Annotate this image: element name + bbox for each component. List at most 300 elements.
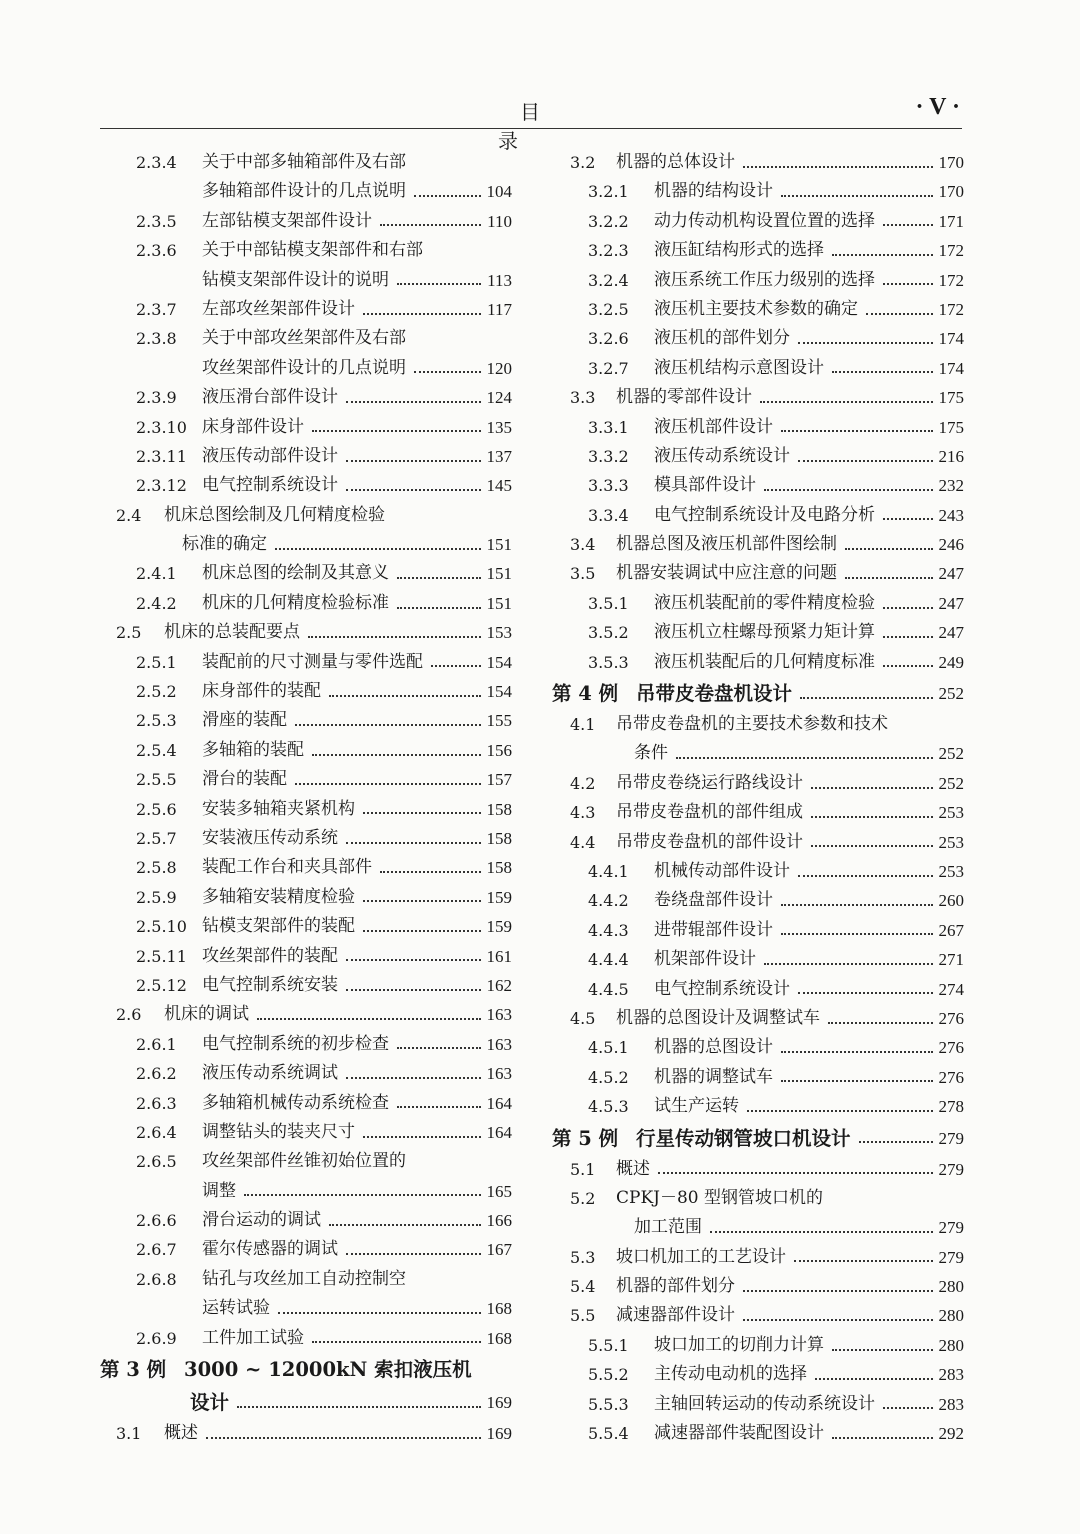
- toc-entry: [100, 589, 512, 618]
- dot-leader: [278, 1312, 481, 1314]
- toc-entry-number: 3.2.3: [588, 241, 629, 261]
- toc-entry-number: 5.5.1: [588, 1335, 629, 1355]
- toc-entry-number: 4.5: [570, 1008, 596, 1028]
- toc-entry-page: 168: [486, 1328, 512, 1348]
- toc-entry-title: 多轴箱安装精度检验: [202, 886, 355, 907]
- toc-entry: [552, 710, 964, 739]
- toc-entry-title: 设计: [190, 1391, 230, 1415]
- toc-entry-page: 124: [486, 388, 512, 408]
- toc-entry: [100, 501, 512, 530]
- toc-entry-number: 2.5: [116, 623, 142, 643]
- dot-leader: [781, 1051, 933, 1053]
- toc-entry-number: 第 4 例: [552, 682, 619, 706]
- toc-entry: [552, 177, 964, 206]
- toc-entry: [552, 857, 964, 886]
- dot-leader: [295, 724, 481, 726]
- dot-leader: [295, 783, 481, 785]
- toc-entry-number: 3.2.4: [588, 270, 629, 290]
- dot-leader: [798, 342, 933, 344]
- toc-entry-title: 3000 ~ 12000kN 索扣液压机: [184, 1358, 472, 1382]
- toc-entry-title: 主轴回转运动的传动系统设计: [654, 1393, 875, 1414]
- toc-entry-page: 175: [938, 417, 964, 437]
- toc-entry: [552, 1004, 964, 1033]
- toc-entry: [100, 442, 512, 471]
- toc-entry-title: 多轴箱的装配: [202, 739, 304, 760]
- toc-entry-title: 机器的调整试车: [654, 1066, 773, 1087]
- toc-entry-number: 2.3.9: [136, 388, 177, 408]
- toc-entry: [100, 1177, 512, 1206]
- header-divider: [100, 128, 962, 129]
- toc-entry: [100, 1353, 512, 1386]
- toc-entry: [552, 677, 964, 710]
- dot-leader: [363, 1136, 481, 1138]
- toc-entry-number: 2.5.4: [136, 740, 177, 760]
- toc-entry: [552, 916, 964, 945]
- dot-leader: [658, 1172, 933, 1174]
- toc-entry-number: 3.5.2: [588, 623, 629, 643]
- toc-entry-page: 166: [486, 1211, 512, 1231]
- toc-entry-page: 247: [938, 564, 964, 584]
- toc-entry: [100, 1118, 512, 1147]
- toc-entry: [552, 295, 964, 324]
- dot-leader: [883, 1407, 933, 1409]
- toc-entry: [100, 1265, 512, 1294]
- dot-leader: [794, 1260, 933, 1262]
- toc-entry-title: 机床的总装配要点: [164, 622, 300, 643]
- toc-entry-page: 292: [938, 1424, 964, 1444]
- toc-entry-title: 机器的总体设计: [616, 152, 735, 172]
- dot-leader: [346, 959, 481, 961]
- toc-entry-title: 关于中部多轴箱部件及右部: [202, 152, 406, 172]
- toc-entry-title: 液压机装配前的零件精度检验: [654, 592, 875, 613]
- toc-entry: [100, 765, 512, 794]
- toc-entry-page: 247: [938, 593, 964, 613]
- toc-entry-number: 2.6.2: [136, 1064, 177, 1084]
- toc-entry-page: 159: [486, 917, 512, 937]
- toc-entry-title: 液压缸结构形式的选择: [654, 240, 824, 261]
- dot-leader: [811, 816, 933, 818]
- toc-entry: [100, 1030, 512, 1059]
- toc-entry-page: 151: [486, 593, 512, 613]
- toc-entry-title: 减速器部件设计: [616, 1305, 735, 1326]
- toc-right-column: [552, 148, 964, 1448]
- toc-entry-title: 液压机装配后的几何精度标准: [654, 651, 875, 672]
- toc-entry-page: 279: [938, 1159, 964, 1179]
- toc-entry-page: 171: [938, 211, 964, 231]
- dot-leader: [414, 371, 481, 373]
- toc-entry-number: 2.3.5: [136, 211, 177, 231]
- toc-entry-number: 2.6.8: [136, 1269, 177, 1289]
- toc-entry-page: 169: [486, 1424, 512, 1444]
- toc-entry-number: 第 5 例: [552, 1126, 619, 1150]
- dot-leader: [710, 1231, 933, 1233]
- toc-left-column: [100, 148, 512, 1448]
- dot-leader: [798, 992, 933, 994]
- toc-entry-title: 卷绕盘部件设计: [654, 890, 773, 911]
- toc-entry-page: 154: [486, 682, 512, 702]
- dot-leader: [237, 1406, 480, 1408]
- toc-entry-number: 3.5.1: [588, 593, 629, 613]
- toc-entry-title: 机床总图的绘制及其意义: [202, 563, 389, 584]
- toc-entry-number: 4.5.3: [588, 1097, 629, 1117]
- toc-entry: [552, 1301, 964, 1330]
- page-number: · V ·: [915, 94, 960, 120]
- dot-leader: [798, 460, 933, 462]
- toc-entry: [552, 1243, 964, 1272]
- dot-leader: [800, 697, 932, 699]
- dot-leader: [363, 812, 481, 814]
- toc-entry-number: 2.5.11: [136, 946, 187, 966]
- dot-leader: [832, 254, 933, 256]
- toc-entry: [100, 1089, 512, 1118]
- dot-leader: [859, 1141, 933, 1143]
- toc-entry-title: 工件加工试验: [202, 1327, 304, 1348]
- toc-entry: [100, 1386, 512, 1419]
- toc-entry-number: 2.5.8: [136, 858, 177, 878]
- toc-entry-title: 液压传动系统调试: [202, 1063, 338, 1084]
- toc-entry: [552, 769, 964, 798]
- toc-entry-title: 钻模支架部件的装配: [202, 916, 355, 937]
- toc-entry-page: 247: [938, 623, 964, 643]
- dot-leader: [363, 900, 481, 902]
- dot-leader: [397, 607, 481, 609]
- toc-entry-title: 吊带皮卷盘机设计: [636, 682, 793, 706]
- dot-leader: [883, 665, 933, 667]
- dot-leader: [764, 963, 933, 965]
- dot-leader: [397, 1047, 481, 1049]
- toc-entry: [100, 559, 512, 588]
- toc-entry: [552, 828, 964, 857]
- toc-entry-title: 机床的调试: [164, 1004, 249, 1025]
- toc-entry-number: 2.6.6: [136, 1211, 177, 1231]
- toc-entry: [100, 942, 512, 971]
- toc-entry-number: 2.4.1: [136, 564, 177, 584]
- toc-entry: [100, 266, 512, 295]
- toc-entry-title: 关于中部攻丝架部件及右部: [202, 328, 406, 349]
- toc-entry: [100, 177, 512, 206]
- toc-entry: [552, 1213, 964, 1242]
- dot-leader: [346, 1253, 481, 1255]
- toc-entry-title: 行星传动钢管坡口机设计: [636, 1126, 851, 1150]
- toc-entry-number: 第 3 例: [100, 1358, 167, 1382]
- toc-entry-title: 吊带皮卷盘机的主要技术参数和技术: [616, 714, 888, 735]
- toc-entry-page: 145: [486, 476, 512, 496]
- toc-entry-number: 4.3: [570, 803, 596, 823]
- toc-entry-page: 279: [938, 1247, 964, 1267]
- toc-entry: [552, 530, 964, 559]
- toc-entry-title: 霍尔传感器的调试: [202, 1239, 338, 1260]
- toc-entry-page: 276: [938, 1067, 964, 1087]
- toc-entry-number: 4.5.1: [588, 1038, 629, 1058]
- toc-entry-page: 155: [486, 711, 512, 731]
- dot-leader: [346, 460, 481, 462]
- toc-entry: [552, 1184, 964, 1213]
- toc-entry: [100, 354, 512, 383]
- toc-entry: [552, 324, 964, 353]
- toc-entry-title: 液压传动部件设计: [202, 445, 338, 466]
- dot-leader: [244, 1194, 481, 1196]
- toc-entry-number: 5.5.4: [588, 1424, 629, 1444]
- toc-entry-number: 3.5: [570, 564, 596, 584]
- toc-entry-page: 274: [938, 979, 964, 999]
- dot-leader: [828, 1022, 933, 1024]
- toc-entry-title: CPKJ－80 型钢管坡口机的: [616, 1187, 823, 1208]
- toc-entry-number: 2.5.3: [136, 711, 177, 731]
- dot-leader: [832, 371, 933, 373]
- toc-entry-number: 2.6.7: [136, 1240, 177, 1260]
- toc-entry-page: 271: [938, 950, 964, 970]
- toc-entry-title: 液压滑台部件设计: [202, 387, 338, 408]
- toc-entry-title: 动力传动机构设置位置的选择: [654, 210, 875, 231]
- toc-entry-title: 攻丝架部件的装配: [202, 945, 338, 966]
- toc-entry-title: 吊带皮卷绕运行路线设计: [616, 772, 803, 793]
- toc-entry-title: 机床的几何精度检验标准: [202, 592, 389, 613]
- toc-entry: [100, 883, 512, 912]
- page-header-title: 目 录: [498, 100, 584, 153]
- dot-leader: [206, 1437, 481, 1439]
- toc-entry-number: 5.1: [570, 1159, 596, 1179]
- dot-leader: [312, 430, 481, 432]
- toc-entry-number: 2.3.11: [136, 446, 187, 466]
- toc-entry: [100, 706, 512, 735]
- toc-entry-page: 172: [938, 270, 964, 290]
- dot-leader: [346, 1077, 481, 1079]
- toc-entry-title: 液压系统工作压力级别的选择: [654, 269, 875, 290]
- dot-leader: [883, 518, 933, 520]
- toc-entry-page: 135: [486, 417, 512, 437]
- dot-leader: [747, 1110, 933, 1112]
- toc-entry-title: 电气控制系统设计及电路分析: [654, 504, 875, 525]
- toc-entry-number: 2.5.12: [136, 975, 187, 995]
- toc-entry-title: 钻孔与攻丝加工自动控制空: [202, 1268, 406, 1289]
- dot-leader: [798, 875, 933, 877]
- toc-entry-page: 156: [486, 740, 512, 760]
- toc-entry-number: 3.3.2: [588, 446, 629, 466]
- toc-entry-number: 4.4.3: [588, 920, 629, 940]
- dot-leader: [397, 1106, 481, 1108]
- toc-entry-number: 4.4: [570, 832, 596, 852]
- toc-entry-title: 关于中部钻模支架部件和右部: [202, 240, 423, 261]
- toc-entry-page: 253: [938, 803, 964, 823]
- dot-leader: [781, 1080, 933, 1082]
- toc-entry: [552, 383, 964, 412]
- toc-entry-number: 2.3.4: [136, 153, 177, 172]
- toc-entry-page: 167: [486, 1240, 512, 1260]
- toc-entry-number: 5.4: [570, 1277, 596, 1297]
- toc-entry: [552, 1033, 964, 1062]
- toc-entry-page: 157: [486, 770, 512, 790]
- toc-entry-number: 2.5.2: [136, 682, 177, 702]
- toc-entry-page: 252: [938, 773, 964, 793]
- toc-entry-page: 168: [486, 1299, 512, 1319]
- toc-entry-page: 170: [938, 182, 964, 202]
- dot-leader: [397, 283, 481, 285]
- toc-entry-page: 278: [938, 1097, 964, 1117]
- toc-entry-number: 2.3.10: [136, 417, 187, 437]
- toc-entry-number: 2.3.6: [136, 241, 177, 261]
- toc-entry: [552, 1063, 964, 1092]
- dot-leader: [832, 1349, 933, 1351]
- dot-leader: [883, 224, 933, 226]
- toc-entry: [100, 383, 512, 412]
- toc-entry: [552, 1419, 964, 1448]
- toc-entry-page: 232: [938, 476, 964, 496]
- toc-entry-number: 2.6.3: [136, 1093, 177, 1113]
- dot-leader: [312, 754, 481, 756]
- toc-entry-number: 2.4.2: [136, 593, 177, 613]
- toc-entry-title: 液压机结构示意图设计: [654, 357, 824, 378]
- toc-entry: [552, 207, 964, 236]
- toc-entry-number: 2.5.5: [136, 770, 177, 790]
- toc-entry-page: 246: [938, 535, 964, 555]
- toc-entry-title: 坡口机加工的工艺设计: [616, 1246, 786, 1267]
- toc-entry-page: 163: [486, 1005, 512, 1025]
- dot-leader: [781, 933, 933, 935]
- dot-leader: [431, 665, 481, 667]
- toc-entry-page: 249: [938, 652, 964, 672]
- toc-entry-number: 2.6.9: [136, 1328, 177, 1348]
- toc-entry-page: 165: [486, 1181, 512, 1201]
- toc-entry-title: 标准的确定: [182, 534, 267, 555]
- toc-entry-number: 3.4: [570, 535, 596, 555]
- toc-entry: [552, 1331, 964, 1360]
- toc-entry-page: 253: [938, 832, 964, 852]
- toc-entry-number: 3.3: [570, 388, 596, 408]
- toc-entry-number: 5.2: [570, 1188, 596, 1208]
- toc-entry-number: 2.6.1: [136, 1034, 177, 1054]
- toc-entry-number: 3.2.7: [588, 358, 629, 378]
- toc-entry-number: 4.4.2: [588, 891, 629, 911]
- toc-entry-title: 加工范围: [634, 1217, 702, 1238]
- toc-entry-title: 坡口加工的切削力计算: [654, 1334, 824, 1355]
- toc-entry: [552, 648, 964, 677]
- dot-leader: [815, 1378, 933, 1380]
- dot-leader: [866, 313, 933, 315]
- dot-leader: [781, 195, 933, 197]
- toc-entry-title: 左部钻模支架部件设计: [202, 210, 372, 231]
- dot-leader: [329, 695, 481, 697]
- toc-entry-page: 159: [486, 887, 512, 907]
- toc-entry-title: 液压机立柱螺母预紧力矩计算: [654, 622, 875, 643]
- toc-entry-title: 电气控制系统设计: [202, 475, 338, 496]
- toc-entry-title: 机器的部件划分: [616, 1276, 735, 1297]
- toc-entry: [552, 148, 964, 177]
- toc-entry-number: 2.3.7: [136, 299, 177, 319]
- toc-entry: [100, 1059, 512, 1088]
- toc-entry: [552, 975, 964, 1004]
- toc-entry-number: 2.3.12: [136, 476, 187, 496]
- dot-leader: [743, 166, 933, 168]
- dot-leader: [380, 871, 481, 873]
- toc-entry-title: 吊带皮卷盘机的部件组成: [616, 802, 803, 823]
- dot-leader: [883, 636, 933, 638]
- toc-entry-page: 276: [938, 1008, 964, 1028]
- toc-entry-title: 电气控制系统安装: [202, 974, 338, 995]
- toc-entry-title: 攻丝架部件丝锥初始位置的: [202, 1151, 406, 1172]
- toc-entry: [552, 886, 964, 915]
- toc-entry-number: 3.3.4: [588, 505, 629, 525]
- toc-entry: [552, 413, 964, 442]
- toc-entry-title: 装配前的尺寸测量与零件选配: [202, 651, 423, 672]
- toc-entry-number: 2.5.7: [136, 828, 177, 848]
- toc-entry-number: 2.5.9: [136, 887, 177, 907]
- toc-entry: [100, 324, 512, 353]
- toc-entry-title: 概述: [164, 1423, 198, 1444]
- toc-entry-number: 3.2.6: [588, 329, 629, 349]
- toc-entry-title: 机器的总图设计及调整试车: [616, 1007, 820, 1028]
- toc-entry: [100, 413, 512, 442]
- dot-leader: [329, 1224, 481, 1226]
- toc-entry-page: 172: [938, 241, 964, 261]
- toc-entry-page: 280: [938, 1335, 964, 1355]
- toc-entry-number: 2.6.5: [136, 1152, 177, 1172]
- toc-entry-title: 调整: [202, 1180, 236, 1201]
- toc-entry-page: 283: [938, 1394, 964, 1414]
- toc-entry: [552, 471, 964, 500]
- toc-entry-title: 液压机主要技术参数的确定: [654, 298, 858, 319]
- dot-leader: [883, 607, 933, 609]
- toc-entry-title: 安装液压传动系统: [202, 827, 338, 848]
- dot-leader: [380, 224, 481, 226]
- toc-entry-number: 5.5: [570, 1306, 596, 1326]
- toc-entry-page: 170: [938, 153, 964, 172]
- toc-entry-number: 3.3.1: [588, 417, 629, 437]
- toc-entry: [100, 648, 512, 677]
- toc-entry-page: 216: [938, 446, 964, 466]
- toc-entry-page: 151: [486, 564, 512, 584]
- toc-entry: [100, 736, 512, 765]
- toc-entry-number: 2.3.8: [136, 329, 177, 349]
- toc-entry-page: 110: [487, 211, 512, 231]
- dot-leader: [397, 577, 481, 579]
- toc-entry: [552, 442, 964, 471]
- toc-entry-title: 试生产运转: [654, 1096, 739, 1117]
- toc-entry-page: 174: [938, 329, 964, 349]
- toc-entry-page: 283: [938, 1365, 964, 1385]
- dot-leader: [346, 489, 481, 491]
- toc-entry-title: 吊带皮卷盘机的部件设计: [616, 831, 803, 852]
- toc-entry-page: 163: [486, 1034, 512, 1054]
- toc-entry-page: 151: [486, 535, 512, 555]
- toc-entry-page: 175: [938, 388, 964, 408]
- toc-entry-page: 158: [486, 799, 512, 819]
- toc-entry-title: 滑台运动的调试: [202, 1210, 321, 1231]
- toc-entry-title: 调整钻头的装夹尺寸: [202, 1121, 355, 1142]
- toc-entry: [552, 236, 964, 265]
- toc-entry-title: 概述: [616, 1158, 650, 1179]
- toc-entry-title: 机器安装调试中应注意的问题: [616, 563, 837, 584]
- toc-entry-page: 252: [938, 684, 964, 704]
- dot-leader: [346, 401, 481, 403]
- toc-entry-title: 减速器部件装配图设计: [654, 1423, 824, 1444]
- toc-entry-title: 床身部件设计: [202, 416, 304, 437]
- toc-entry: [100, 853, 512, 882]
- toc-entry-title: 液压机的部件划分: [654, 328, 790, 349]
- toc-entry-page: 174: [938, 358, 964, 378]
- toc-entry-title: 装配工作台和夹具部件: [202, 857, 372, 878]
- toc-entry: [100, 207, 512, 236]
- toc-entry-number: 2.6.4: [136, 1122, 177, 1142]
- toc-entry-page: 260: [938, 891, 964, 911]
- toc-entry: [100, 1206, 512, 1235]
- toc-entry-page: 243: [938, 505, 964, 525]
- toc-entry: [100, 1235, 512, 1264]
- toc-entry-number: 4.4.5: [588, 979, 629, 999]
- toc-entry: [100, 912, 512, 941]
- toc-entry-page: 164: [486, 1093, 512, 1113]
- toc-entry-page: 113: [487, 270, 512, 290]
- toc-entry: [552, 1390, 964, 1419]
